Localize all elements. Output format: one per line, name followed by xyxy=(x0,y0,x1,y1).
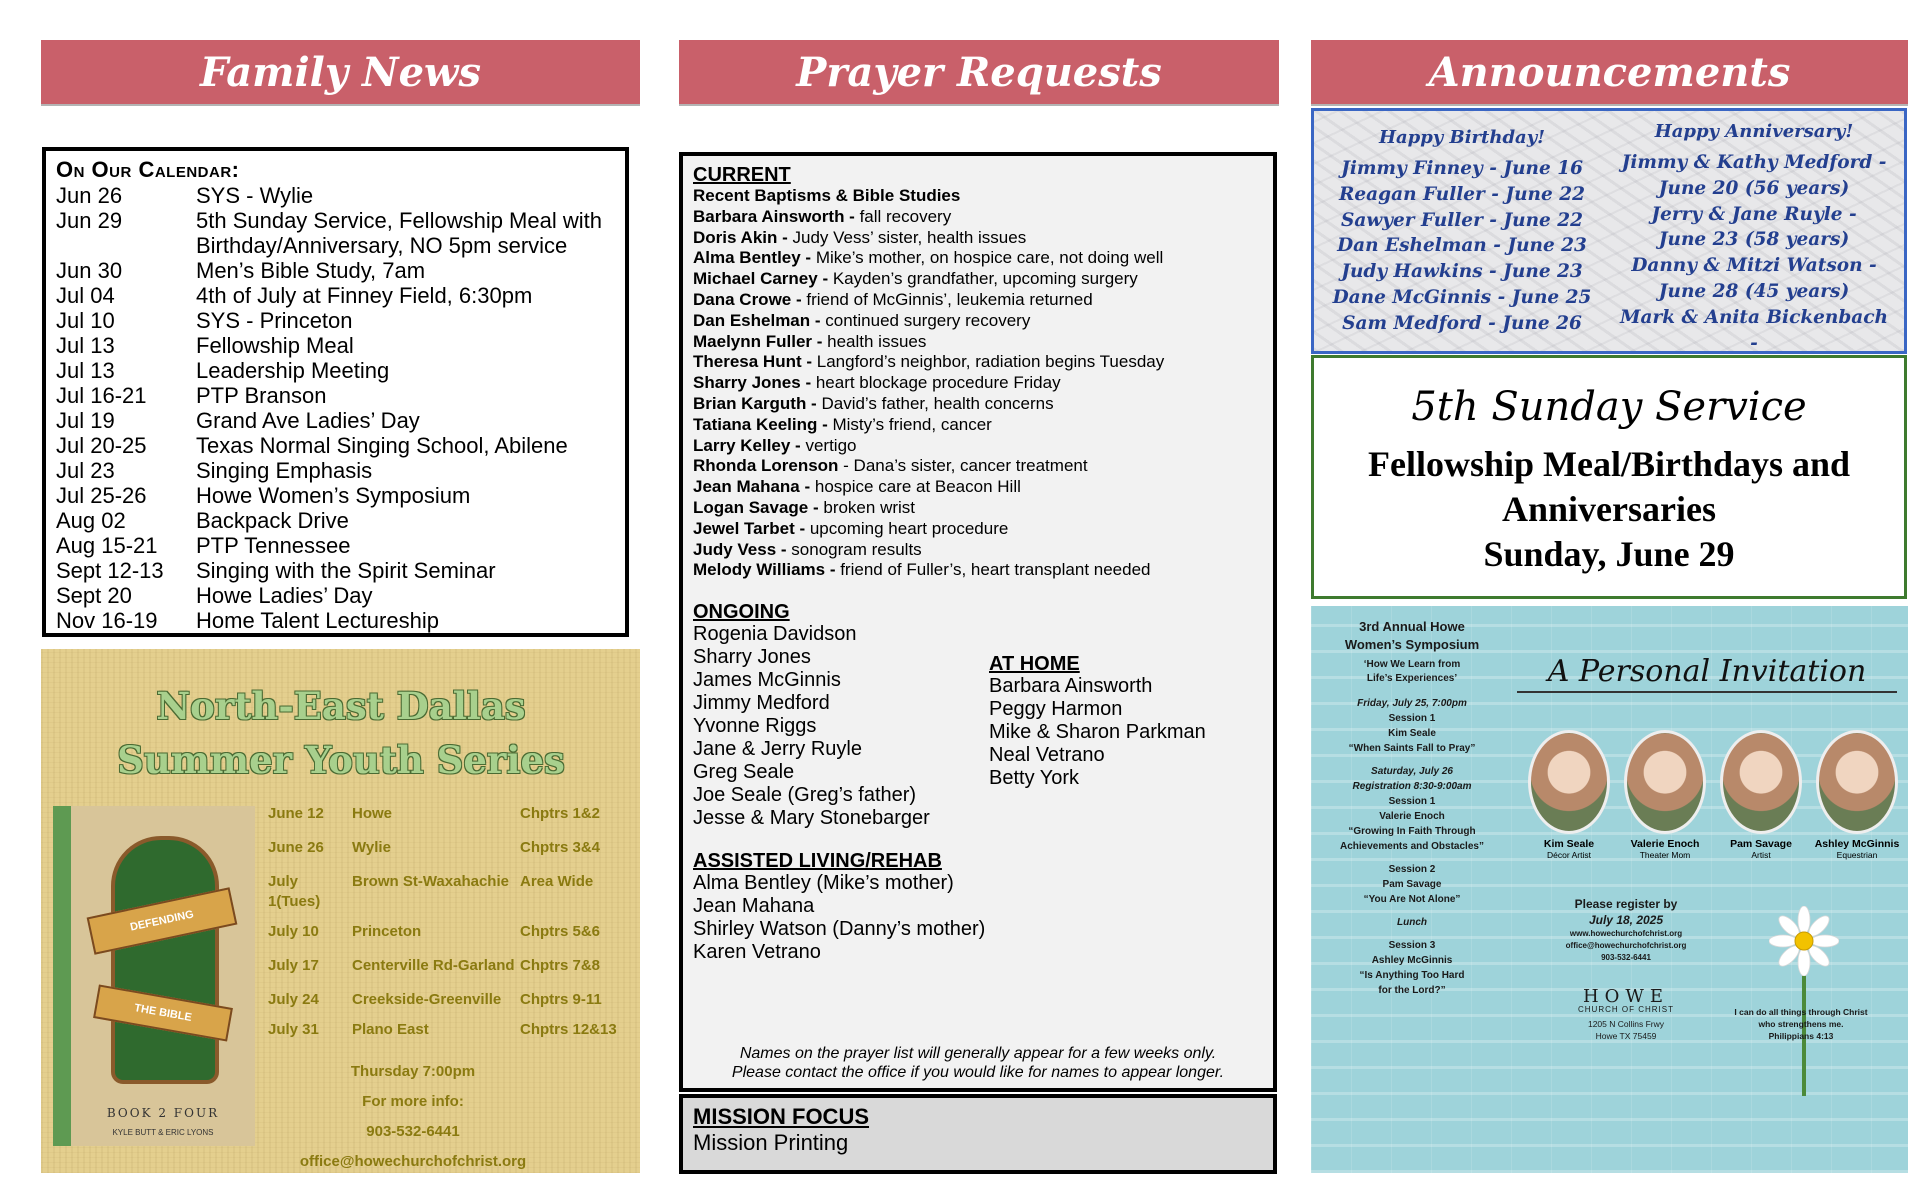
symposium-line: Session 3 xyxy=(1388,940,1436,951)
at-home-heading: AT HOME xyxy=(989,653,1080,676)
calendar-row xyxy=(56,208,617,258)
prayer-name: Barbara Ainsworth - xyxy=(693,206,855,226)
registration-info xyxy=(1561,896,1691,964)
prayer-requests-column xyxy=(679,40,1279,1155)
symposium-line: Achievements and Obstacles” xyxy=(1340,841,1484,852)
speaker-photo xyxy=(1624,730,1706,834)
symposium-line: Session 1 xyxy=(1388,713,1436,724)
ongoing-item: Greg Seale xyxy=(693,761,795,784)
sys-place: Wylie xyxy=(352,839,391,856)
at-home-item: Betty York xyxy=(989,767,1080,790)
prayer-name: Melody Williams - xyxy=(693,560,836,580)
assisted-item: Karen Vetrano xyxy=(693,941,821,964)
prayer-note-line2: Please contact the office if you would like for names to appear longer. xyxy=(731,1064,1225,1081)
register-label: Please register by xyxy=(1574,897,1678,911)
fifth-sunday-text xyxy=(1314,442,1904,577)
birthday-list xyxy=(1332,156,1592,337)
calendar-row xyxy=(56,183,617,208)
sys-date: July 17 xyxy=(268,957,319,974)
prayer-note-text: vertigo xyxy=(800,435,857,455)
speaker-photo xyxy=(1816,730,1898,834)
prayer-item xyxy=(693,498,1263,519)
howe-church-logo xyxy=(1561,986,1691,1042)
prayer-name: Logan Savage - xyxy=(693,497,819,517)
fifth-line2: Anniversaries xyxy=(1502,489,1716,529)
speaker-card xyxy=(1715,730,1807,860)
prayer-note-text: Judy Vess’ sister, health issues xyxy=(787,227,1027,247)
calendar-row xyxy=(56,608,617,633)
sys-chapters: Chptrs 7&8 xyxy=(520,957,601,974)
sys-chapters: Area Wide xyxy=(520,873,594,890)
symposium-line: Saturday, July 26 xyxy=(1371,766,1453,777)
sys-date: July 24 xyxy=(268,991,319,1008)
anniversary-column xyxy=(1614,121,1894,382)
symposium-line xyxy=(1333,756,1491,764)
calendar-date: Nov 16-19 xyxy=(56,608,158,633)
prayer-item xyxy=(693,332,1263,353)
calendar-row xyxy=(56,308,617,333)
symposium-line xyxy=(1333,907,1491,915)
prayer-item xyxy=(693,352,1263,373)
family-news-header: Family News xyxy=(41,40,640,106)
prayer-note-text: David’s father, health concerns xyxy=(816,393,1054,413)
calendar-date: Jun 30 xyxy=(56,258,123,283)
calendar-date: Jul 04 xyxy=(56,283,115,308)
speaker-name: Ashley McGinnis xyxy=(1814,838,1900,850)
prayer-note-text: fall recovery xyxy=(854,206,952,226)
book-scroll-graphic xyxy=(111,836,219,1084)
calendar-event: Fellowship Meal xyxy=(196,333,354,358)
ongoing-heading: ONGOING xyxy=(693,601,790,624)
at-home-item: Peggy Harmon xyxy=(989,698,1123,721)
announcements-header: Announcements xyxy=(1311,40,1908,106)
speaker-role: Theater Mom xyxy=(1639,850,1691,860)
at-home-item: Barbara Ainsworth xyxy=(989,675,1153,698)
register-email: office@howechurchofchrist.org xyxy=(1565,941,1687,950)
sys-email: office@howechurchofchrist.org xyxy=(299,1153,527,1170)
sys-schedule-row xyxy=(268,838,638,858)
speaker-card xyxy=(1523,730,1615,860)
sys-place: Plano East xyxy=(352,1021,429,1038)
calendar-date: Jul 13 xyxy=(56,358,115,383)
calendar-list xyxy=(56,183,617,633)
announcements-column xyxy=(1311,40,1908,1041)
symposium-line: Kim Seale xyxy=(1388,728,1436,739)
anniversary-list xyxy=(1614,150,1894,382)
prayer-name: Dan Eshelman - xyxy=(693,310,821,330)
sys-phone: 903-532-6441 xyxy=(366,1123,460,1140)
sys-title-line2: Summer Youth Series xyxy=(117,738,565,782)
assisted-list xyxy=(693,872,1263,964)
daisy-flower-icon xyxy=(1769,906,1839,976)
symposium-line: “Is Anything Too Hard xyxy=(1359,970,1465,981)
calendar-event: PTP Tennessee xyxy=(196,533,351,558)
sys-chapters: Chptrs 9-11 xyxy=(520,991,602,1008)
personal-invitation-title: A Personal Invitation xyxy=(1517,654,1897,693)
speaker-card xyxy=(1811,730,1903,860)
symposium-line: Friday, July 25, 7:00pm xyxy=(1357,698,1467,709)
birthday-item: Dan Eshelman - June 23 xyxy=(1337,235,1587,257)
sys-place: Brown St-Waxahachie xyxy=(352,873,509,890)
calendar-row xyxy=(56,483,617,508)
assisted-heading: ASSISTED LIVING/REHAB xyxy=(693,850,942,873)
sys-schedule-row xyxy=(268,804,638,824)
prayer-note-text: Langford’s neighbor, radiation begins Tuesday xyxy=(812,352,1165,372)
symposium-title1: 3rd Annual Howe xyxy=(1359,619,1465,634)
calendar-event: PTP Branson xyxy=(196,383,327,408)
calendar-event: 5th Sunday Service, Fellowship Meal with Birthday/Anniversary, NO 5pm service xyxy=(196,208,602,258)
symposium-line xyxy=(1333,930,1491,938)
calendar-row xyxy=(56,258,617,283)
speaker-photo xyxy=(1528,730,1610,834)
calendar-event: Singing Emphasis xyxy=(196,458,373,483)
prayer-name: Tatiana Keeling - xyxy=(693,414,828,434)
prayer-name: Larry Kelley - xyxy=(693,435,801,455)
prayer-item xyxy=(693,394,1263,415)
family-news-column xyxy=(41,40,640,1170)
prayer-note xyxy=(683,1044,1273,1082)
prayer-note-text: continued surgery recovery xyxy=(820,310,1031,330)
verse-line1: I can do all things through Christ xyxy=(1734,1007,1868,1017)
ongoing-item: Jane & Jerry Ruyle xyxy=(693,738,862,761)
symposium-line: Ashley McGinnis xyxy=(1371,955,1453,966)
ongoing-item: James McGinnis xyxy=(693,669,841,692)
sys-schedule-row xyxy=(268,922,638,942)
calendar-row xyxy=(56,533,617,558)
prayer-note-text: heart blockage procedure Friday xyxy=(811,373,1061,393)
birthday-item: Jimmy Finney - June 16 xyxy=(1341,158,1583,179)
calendar-row xyxy=(56,508,617,533)
calendar-date: Sept 12-13 xyxy=(56,558,164,583)
sys-chapters: Chptrs 12&13 xyxy=(520,1021,617,1038)
verse-line2: who strengthens me. xyxy=(1758,1019,1844,1029)
assisted-item: Jean Mahana xyxy=(693,895,815,918)
calendar-event: Howe Ladies’ Day xyxy=(196,583,373,608)
speaker-name: Pam Savage xyxy=(1730,838,1792,850)
book-cover-image xyxy=(53,806,255,1146)
symposium-line: Registration 8:30-9:00am xyxy=(1352,781,1472,792)
ongoing-item: Jesse & Mary Stonebarger xyxy=(693,807,930,830)
calendar-date: Jul 25-26 xyxy=(56,483,147,508)
sys-schedule xyxy=(268,804,638,1040)
sys-schedule-row xyxy=(268,990,638,1010)
calendar-box xyxy=(42,147,629,637)
calendar-row xyxy=(56,433,617,458)
prayer-name: Alma Bentley - xyxy=(693,248,812,268)
prayer-item xyxy=(693,290,1263,311)
anniversary-item: Mark & Anita Bickenbach - xyxy=(1619,306,1889,354)
prayer-item xyxy=(693,477,1263,498)
prayer-note-text: health issues xyxy=(822,331,927,351)
calendar-row xyxy=(56,358,617,383)
prayer-item xyxy=(693,519,1263,540)
calendar-event: Howe Women’s Symposium xyxy=(196,483,471,508)
birthday-heading: Happy Birthday! xyxy=(1378,127,1546,148)
symposium-theme1: ‘How We Learn from xyxy=(1363,659,1461,670)
anniversary-item: June 23 (58 years) xyxy=(1658,229,1850,251)
prayer-name: Judy Vess - xyxy=(693,539,787,559)
calendar-date: Jun 26 xyxy=(56,183,123,208)
calendar-row xyxy=(56,583,617,608)
verse-reference: Philippians 4:13 xyxy=(1768,1031,1834,1041)
sys-contact-info xyxy=(268,1057,558,1177)
mission-focus-box xyxy=(679,1094,1277,1174)
prayer-note-text: Kayden’s grandfather, upcoming surgery xyxy=(828,269,1138,289)
anniversary-item: June 20 (56 years) xyxy=(1658,177,1850,199)
prayer-name: Michael Carney - xyxy=(693,269,829,289)
speaker-name: Valerie Enoch xyxy=(1630,838,1700,850)
register-website: www.howechurchofchrist.org xyxy=(1569,929,1683,938)
prayer-item xyxy=(693,540,1263,561)
prayer-item xyxy=(693,228,1263,249)
calendar-title: On Our Calendar: xyxy=(56,157,240,182)
prayer-note-text: upcoming heart procedure xyxy=(805,518,1009,538)
anniversary-item: Jimmy & Kathy Medford - xyxy=(1621,152,1887,173)
prayer-requests-header: Prayer Requests xyxy=(679,40,1279,106)
prayer-item xyxy=(693,207,1263,228)
ongoing-item: Sharry Jones xyxy=(693,646,811,669)
book-authors: KYLE BUTT & ERIC LYONS xyxy=(112,1128,214,1137)
fifth-line3: Sunday, June 29 xyxy=(1483,534,1735,574)
prayer-name: Dana Crowe - xyxy=(693,289,802,309)
prayer-name: Rhonda Lorenson xyxy=(693,456,839,476)
speaker-card xyxy=(1619,730,1711,860)
prayer-item xyxy=(693,560,1263,581)
symposium-line: Session 1 xyxy=(1388,796,1436,807)
sys-chapters: Chptrs 5&6 xyxy=(520,923,601,940)
mission-text: Mission Printing xyxy=(693,1130,849,1155)
sys-time: Thursday 7:00pm xyxy=(350,1063,476,1080)
prayer-item xyxy=(693,373,1263,394)
birthday-item: Sawyer Fuller - June 22 xyxy=(1341,209,1583,231)
calendar-date: Jun 29 xyxy=(56,208,123,233)
ongoing-item: Yvonne Riggs xyxy=(693,715,817,738)
at-home-item: Neal Vetrano xyxy=(989,744,1105,767)
book-ribbon-top: DEFENDING xyxy=(87,887,238,955)
prayer-name: Doris Akin - xyxy=(693,227,788,247)
ongoing-item: Rogenia Davidson xyxy=(693,623,857,646)
summer-youth-series-flyer xyxy=(41,649,640,1173)
anniversary-item: Danny & Mitzi Watson - xyxy=(1631,255,1877,277)
calendar-date: Jul 23 xyxy=(56,458,115,483)
symposium-line: for the Lord?” xyxy=(1378,985,1446,996)
speaker-name: Kim Seale xyxy=(1543,838,1595,850)
prayer-name: Jewel Tarbet - xyxy=(693,518,806,538)
prayer-name: Theresa Hunt - xyxy=(693,352,813,372)
symposium-sessions xyxy=(1333,696,1491,998)
symposium-line: “Growing In Faith Through xyxy=(1348,826,1476,837)
prayer-note-text: friend of Fuller’s, heart transplant needed xyxy=(835,560,1151,580)
calendar-event: Singing with the Spirit Seminar xyxy=(196,558,496,583)
speaker-role: Décor Artist xyxy=(1547,850,1591,860)
current-heading: CURRENT xyxy=(693,164,791,186)
calendar-event: Grand Ave Ladies’ Day xyxy=(196,408,420,433)
sys-chapters: Chptrs 3&4 xyxy=(520,839,601,856)
sys-date: July 31 xyxy=(268,1021,319,1038)
birthday-item: Sam Medford - June 26 xyxy=(1342,312,1582,334)
howe-logo-subtitle: CHURCH OF CHRIST xyxy=(1578,1005,1674,1014)
calendar-event: SYS - Princeton xyxy=(196,308,353,333)
calendar-date: Jul 19 xyxy=(56,408,115,433)
howe-address-line2: Howe TX 75459 xyxy=(1595,1031,1657,1041)
sys-info-label: For more info: xyxy=(362,1093,464,1110)
prayer-item xyxy=(693,186,1263,207)
prayer-note-text: - Dana’s sister, cancer treatment xyxy=(838,456,1088,476)
ongoing-section xyxy=(693,601,1263,830)
prayer-name: Jean Mahana - xyxy=(693,477,811,497)
symposium-line: Lunch xyxy=(1397,917,1427,928)
calendar-event: Leadership Meeting xyxy=(196,358,390,383)
assisted-item: Alma Bentley (Mike’s mother) xyxy=(693,872,954,895)
current-list xyxy=(693,186,1263,581)
calendar-date: Sept 20 xyxy=(56,583,132,608)
prayer-item xyxy=(693,415,1263,436)
symposium-line: “You Are Not Alone” xyxy=(1363,894,1461,905)
calendar-event: Texas Normal Singing School, Abilene xyxy=(196,433,568,458)
prayer-item xyxy=(693,269,1263,290)
prayer-name: Brian Karguth - xyxy=(693,393,817,413)
calendar-row xyxy=(56,558,617,583)
speaker-role: Artist xyxy=(1751,850,1771,860)
prayer-name: Maelynn Fuller - xyxy=(693,331,823,351)
speaker-list xyxy=(1523,730,1903,860)
symposium-line: Valerie Enoch xyxy=(1379,811,1445,822)
sys-date: June 12 xyxy=(268,805,324,822)
sys-place: Creekside-Greenville xyxy=(352,991,502,1008)
birthday-column xyxy=(1332,127,1592,337)
calendar-event: Backpack Drive xyxy=(196,508,349,533)
sys-place: Princeton xyxy=(352,923,422,940)
symposium-flyer xyxy=(1311,606,1908,1173)
calendar-date: Jul 20-25 xyxy=(56,433,147,458)
assisted-item: Shirley Watson (Danny’s mother) xyxy=(693,918,986,941)
sys-title-line1: North-East Dallas xyxy=(156,684,526,728)
calendar-row xyxy=(56,283,617,308)
prayer-item xyxy=(693,456,1263,477)
fifth-line1: Fellowship Meal/Birthdays and xyxy=(1367,444,1851,484)
celebrations-box xyxy=(1311,108,1907,354)
symposium-theme2: Life’s Experiences’ xyxy=(1366,673,1458,684)
assisted-section xyxy=(693,850,1263,964)
calendar-row xyxy=(56,458,617,483)
birthday-item: Dane McGinnis - June 25 xyxy=(1332,286,1592,308)
register-phone: 903-532-6441 xyxy=(1601,953,1651,962)
prayer-name: Sharry Jones - xyxy=(693,373,812,393)
sys-schedule-row xyxy=(268,1020,638,1040)
prayer-item xyxy=(693,436,1263,457)
calendar-date: Jul 16-21 xyxy=(56,383,147,408)
calendar-event: Home Talent Lectureship xyxy=(196,608,439,633)
speaker-photo xyxy=(1720,730,1802,834)
prayer-note-text: Mike’s mother, on hospice care, not doing well xyxy=(811,248,1164,268)
ongoing-item: Joe Seale (Greg’s father) xyxy=(693,784,917,807)
sys-title xyxy=(41,679,641,787)
anniversary-item: June 28 (45 years) xyxy=(1658,280,1850,302)
birthday-item: Judy Hawkins - June 23 xyxy=(1341,261,1583,283)
at-home-item: Mike & Sharon Parkman xyxy=(989,721,1206,744)
symposium-line: “When Saints Fall to Pray” xyxy=(1348,743,1476,754)
calendar-event: 4th of July at Finney Field, 6:30pm xyxy=(196,283,533,308)
birthday-item: Reagan Fuller - June 22 xyxy=(1339,183,1585,205)
calendar-event: Men’s Bible Study, 7am xyxy=(196,258,426,283)
calendar-row xyxy=(56,408,617,433)
anniversary-item: Jerry & Jane Ruyle - xyxy=(1651,203,1857,225)
prayer-note-text: hospice care at Beacon Hill xyxy=(810,477,1021,497)
ongoing-item: Jimmy Medford xyxy=(693,692,830,715)
calendar-date: Jul 13 xyxy=(56,333,115,358)
prayer-note-line1: Names on the prayer list will generally appear for a few weeks only. xyxy=(739,1045,1217,1062)
sys-place: Howe xyxy=(352,805,393,822)
anniversary-heading: Happy Anniversary! xyxy=(1654,121,1854,142)
sys-place: Centerville Rd-Garland xyxy=(352,957,515,974)
at-home-section xyxy=(989,653,1206,790)
fifth-sunday-heading: 5th Sunday Service xyxy=(1411,384,1807,430)
howe-address-line1: 1205 N Collins Frwy xyxy=(1587,1019,1665,1029)
fifth-sunday-box xyxy=(1311,355,1907,599)
calendar-date: Jul 10 xyxy=(56,308,115,333)
prayer-list-box xyxy=(679,152,1277,1092)
symposium-line xyxy=(1333,854,1491,862)
prayer-note-text: friend of McGinnis’, leukemia returned xyxy=(801,289,1093,309)
register-date: July 18, 2025 xyxy=(1588,913,1664,927)
symposium-line: Session 2 xyxy=(1388,864,1436,875)
sys-chapters: Chptrs 1&2 xyxy=(520,805,601,822)
scripture-verse xyxy=(1731,1006,1871,1042)
calendar-row xyxy=(56,383,617,408)
speaker-role: Equestrian xyxy=(1836,850,1878,860)
prayer-note-text: Misty’s friend, cancer xyxy=(827,414,992,434)
prayer-name: Recent Baptisms & Bible Studies xyxy=(693,186,961,205)
prayer-item xyxy=(693,311,1263,332)
calendar-date: Aug 02 xyxy=(56,508,126,533)
prayer-item xyxy=(693,248,1263,269)
sys-schedule-row xyxy=(268,956,638,976)
calendar-row xyxy=(56,333,617,358)
mission-heading: MISSION FOCUS xyxy=(693,1104,870,1129)
prayer-note-text: sonogram results xyxy=(786,539,922,559)
symposium-schedule xyxy=(1333,618,1491,998)
sys-date: June 26 xyxy=(268,839,324,856)
calendar-event: SYS - Wylie xyxy=(196,183,314,208)
calendar-date: Aug 15-21 xyxy=(56,533,158,558)
howe-logo-text: HOWE xyxy=(1582,986,1670,1007)
symposium-line: Pam Savage xyxy=(1382,879,1442,890)
book-ribbon-bottom: THE BIBLE xyxy=(93,984,233,1041)
prayer-note-text: broken wrist xyxy=(818,497,916,517)
sys-date: July 10 xyxy=(268,923,319,940)
symposium-title2: Women’s Symposium xyxy=(1344,637,1480,652)
at-home-list xyxy=(989,675,1206,790)
sys-schedule-row xyxy=(268,872,638,912)
sys-date: July 1(Tues) xyxy=(268,873,321,910)
book-label: BOOK 2 FOUR xyxy=(106,1106,220,1120)
